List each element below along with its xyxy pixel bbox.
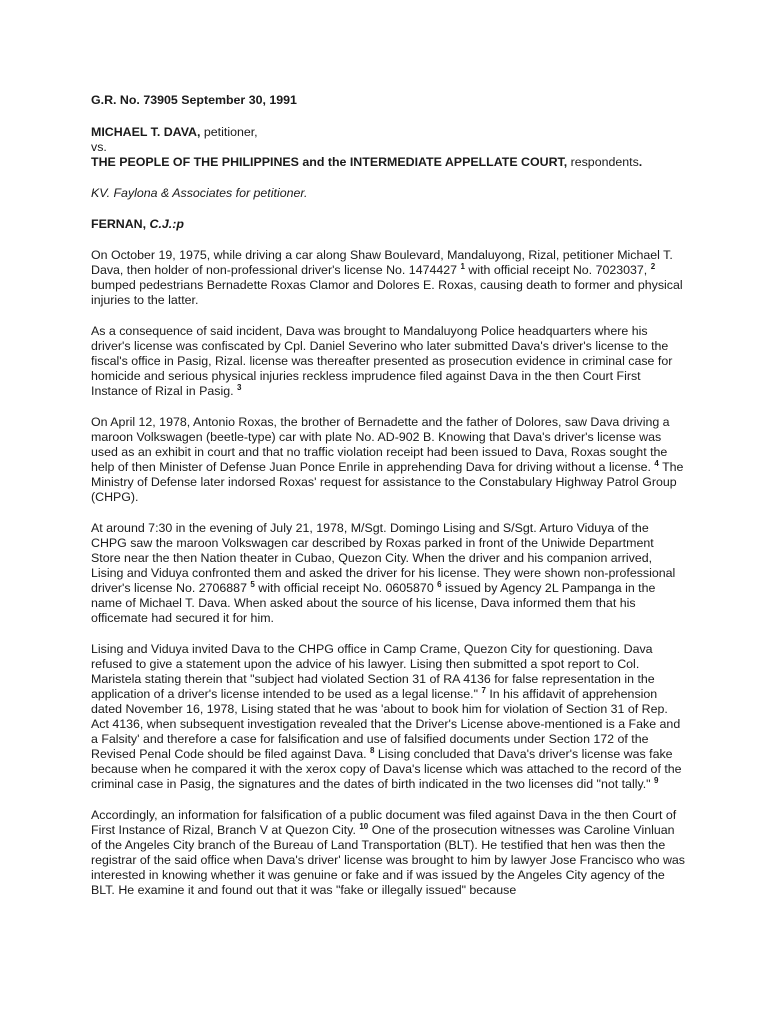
respondents-period: . xyxy=(638,155,643,169)
footnote-ref[interactable]: 9 xyxy=(654,776,659,785)
parties-block xyxy=(91,125,686,140)
paragraph-4 xyxy=(91,521,686,626)
paragraph-text: issued by Agency 2L Pampanga in the name of Michael T. Dava. When asked about the source of his license, Dava informed them that his officemate had secured it for him. xyxy=(91,581,656,625)
counsel-line: KV. Faylona & Associates for petitioner. xyxy=(91,186,308,200)
footnote-ref[interactable]: 3 xyxy=(237,383,242,392)
footnote-ref[interactable]: 2 xyxy=(650,262,656,271)
footnote-ref[interactable]: 4 xyxy=(654,459,659,468)
paragraph-text: Lising and Viduya invited Dava to the CHPG office in Camp Crame, Quezon City for questioning. Dava refused to give a statement upon the advice of his lawyer. Lising then submitted a spot report to Col. Maristela stating therein that "subject had violated Section 31 of RA 4136 for false representation in the application of a driver's license intended to be used as a legal license." xyxy=(91,642,655,701)
respondents-name: THE PEOPLE OF THE PHILIPPINES and the INTERMEDIATE APPELLATE COURT, xyxy=(91,155,568,169)
ponente-line xyxy=(91,217,686,232)
paragraph-3 xyxy=(91,415,686,505)
paragraph-6 xyxy=(91,808,686,898)
paragraph-text: Lising concluded that Dava's driver's license was fake because when he compared it with the xerox copy of Dava's license which was attached to the record of the criminal case in Pasig, the signatures and the dates of birth indicated in the two licenses did "not tally." xyxy=(91,747,682,791)
paragraph-text: Accordingly, an information for falsification of a public document was filed against Dava in the then Court of First Instance of Rizal, Branch V at Quezon City. xyxy=(91,808,677,837)
petitioner-role: petitioner, xyxy=(200,125,258,139)
footnote-ref[interactable]: 6 xyxy=(437,580,442,589)
paragraph-text: At around 7:30 in the evening of July 21, 1978, M/Sgt. Domingo Lising and S/Sgt. Arturo Viduya of the CHPG saw the maroon Volkswagen car described by Roxas parked in front of the Uniwide Department Store near the then Nation theater in Cubao, Quezon City. When the driver and his companion arrived, Lising and Viduya confronted them and asked the driver for his license. They were shown non-professional driver's license No. 2706887 xyxy=(91,521,676,595)
footnote-ref[interactable]: 7 xyxy=(481,686,486,695)
paragraph-text: In his affidavit of apprehension dated November 16, 1978, Lising stated that he was 'about to book him for violation of Section 31 of Rep. Act 4136, when subsequent investigation revealed that the Driver's License above-mentioned is a Fake and a Falsity' and therefore a case for falsification and use of falsified documents under Section 172 of the Revised Penal Code should be filed against Dava. xyxy=(91,687,681,761)
case-number: G.R. No. 73905 September 30, 1991 xyxy=(91,93,297,107)
paragraph-5 xyxy=(91,642,686,792)
paragraph-text: The Ministry of Defense later indorsed Roxas' request for assistance to the Constabulary Highway Patrol Group (CHPG). xyxy=(91,460,684,504)
document-body xyxy=(91,93,686,898)
paragraph-text: bumped pedestrians Bernadette Roxas Clamor and Dolores E. Roxas, causing death to former and physical injuries to the latter. xyxy=(91,278,683,307)
paragraph-text: On October 19, 1975, while driving a car along Shaw Boulevard, Mandaluyong, Rizal, petitioner Michael T. Dava, then holder of non-professional driver's license No. 1474427 xyxy=(91,248,673,277)
paragraph-text: On April 12, 1978, Antonio Roxas, the brother of Bernadette and the father of Dolores, saw Dava driving a maroon Volkswagen (beetle-type) car with plate No. AD-902 B. Knowing that Dava's driver's license was used as an exhibit in court and that no traffic violation receipt had been issued to Dava, Roxas sought the help of then Minister of Defense Juan Ponce Enrile in apprehending Dava for driving without a license. xyxy=(91,415,670,474)
paragraph-2 xyxy=(91,324,686,399)
versus-text: vs. xyxy=(91,140,107,154)
ponente-title: C.J.:p xyxy=(146,217,184,231)
petitioner-name: MICHAEL T. DAVA, xyxy=(91,125,201,139)
footnote-ref[interactable]: 5 xyxy=(250,580,255,589)
paragraph-text: with official receipt No. 0605870 xyxy=(254,581,438,595)
footnote-ref[interactable]: 10 xyxy=(359,822,369,831)
paragraph-text: One of the prosecution witnesses was Caroline Vinluan of the Angeles City branch of the Bureau of Land Transportation (BLT). He testified that hen was then the registrar of the said office when Dava's driver' license was brought to him by lawyer Jose Francisco who was interested in knowing whether it was genuine or fake and if was issued by the Angeles City agency of the BLT. He examine it and found out that it was "fake or illegally issued" because xyxy=(91,823,686,897)
paragraph-1 xyxy=(91,248,686,308)
respondents-line xyxy=(91,155,686,170)
respondents-role: respondents xyxy=(567,155,639,169)
footnote-ref[interactable]: 1 xyxy=(460,262,465,271)
footnote-ref[interactable]: 8 xyxy=(369,746,375,755)
paragraph-text: with official receipt No. 7023037, xyxy=(464,263,651,277)
ponente-name: FERNAN, xyxy=(91,217,147,231)
paragraph-text: As a consequence of said incident, Dava was brought to Mandaluyong Police headquarters where his driver's license was confiscated by Cpl. Daniel Severino who later submitted Dava's driver's license to the fiscal's office in Pasig, Rizal. license was thereafter presented as prosecution evidence in criminal case for homicide and serious physical injuries reckless imprudence filed against Dava in the then Court First Instance of Rizal in Pasig. xyxy=(91,324,673,398)
